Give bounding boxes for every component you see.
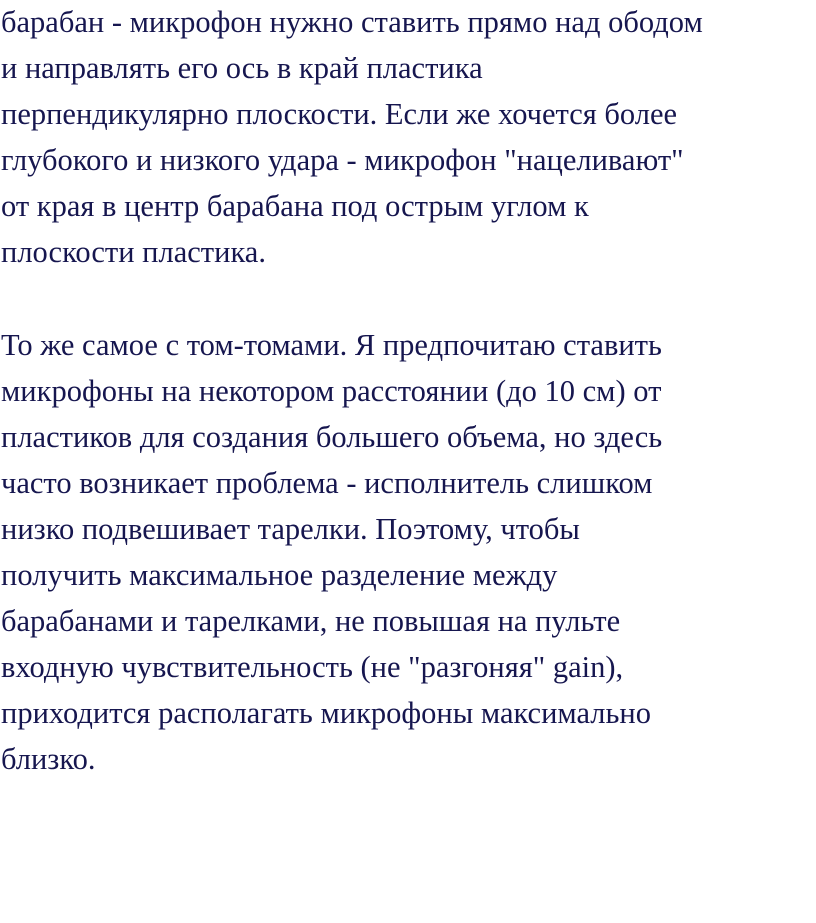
paragraph-2-line-4: часто возникает проблема - исполнитель слишком [1, 466, 653, 500]
paragraph-1-line-5: от края в центр барабана под острым углом к [1, 189, 589, 223]
paragraph-2-line-7: барабанами и тарелками, не повышая на пульте [1, 604, 621, 638]
paragraph-2-line-1: То же самое с том-томами. Я предпочитаю ставить [1, 328, 662, 362]
paragraph-1-line-1: барабан - микрофон нужно ставить прямо над ободом [1, 5, 703, 39]
paragraph-2-line-5: низко подвешивает тарелки. Поэтому, чтобы [1, 512, 580, 546]
paragraph-2-line-6: получить максимальное разделение между [1, 558, 558, 592]
paragraph-2-line-9: приходится располагать микрофоны максимально [1, 696, 652, 730]
paragraph-2-line-3: пластиков для создания большего объема, но здесь [1, 420, 663, 454]
paragraph-1-line-4: глубокого и низкого удара - микрофон "нацеливают" [1, 143, 684, 177]
paragraph-2-line-2: микрофоны на некотором расстоянии (до 10 см) от [1, 374, 662, 408]
paragraph-1-line-3: перпендикулярно плоскости. Если же хочется более [1, 97, 678, 131]
paragraph-1-line-6: плоскости пластика. [1, 235, 266, 269]
paragraph-2-line-10: близко. [1, 742, 96, 776]
paragraph-1-line-2: и направлять его ось в край пластика [1, 51, 483, 85]
paragraph-2-line-8: входную чувствительность (не "разгоняя" gain), [1, 650, 624, 684]
